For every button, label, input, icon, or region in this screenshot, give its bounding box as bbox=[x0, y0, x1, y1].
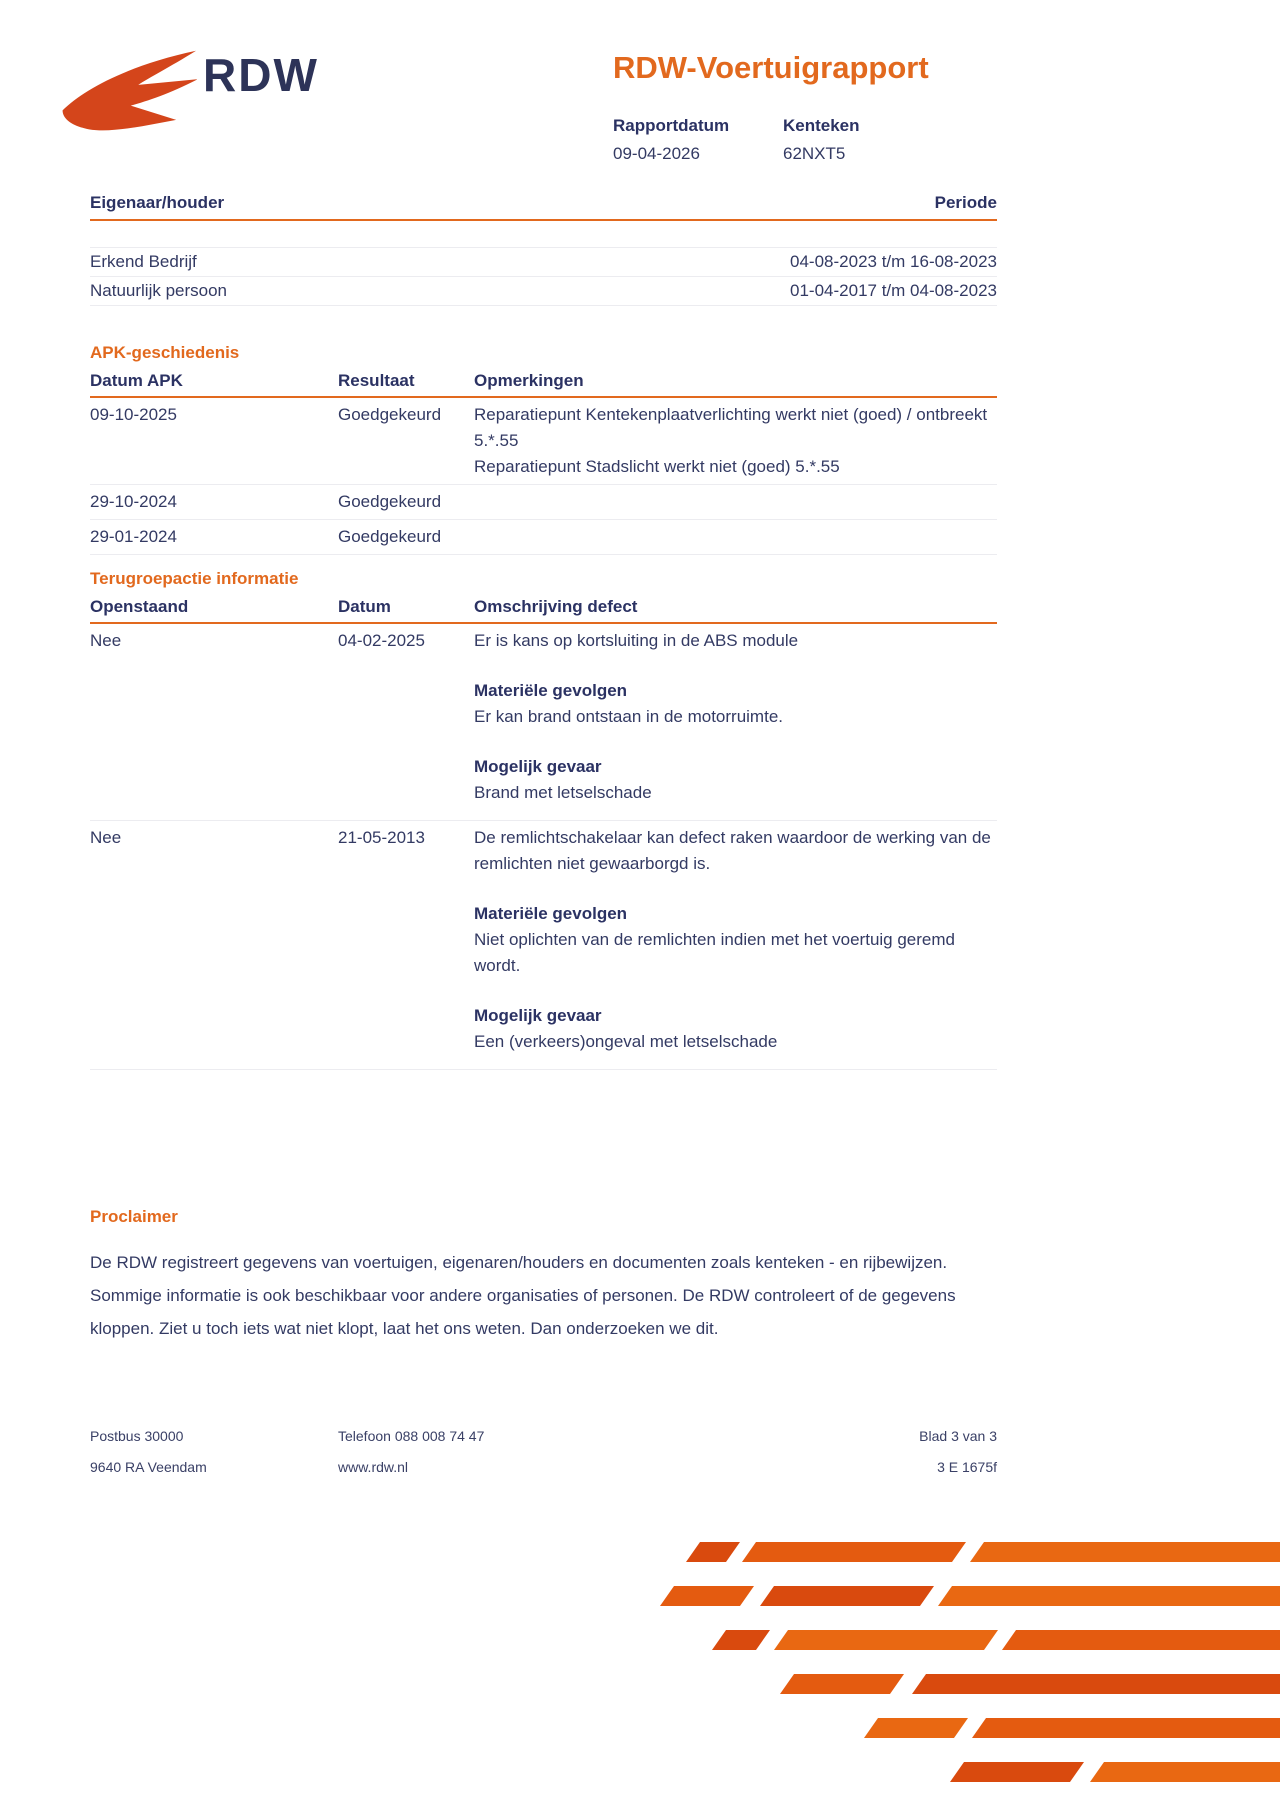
eigenaar-type: Natuurlijk persoon bbox=[90, 281, 228, 300]
eigenaar-periode: 04-08-2023 t/m 16-08-2023 bbox=[790, 252, 997, 271]
rapportdatum-value: 09-04-2026 bbox=[613, 144, 700, 163]
rdw-logo-text: RDW bbox=[203, 49, 319, 101]
rdw-eagle-swoosh-icon bbox=[55, 44, 197, 138]
terugroep-col-openstaand: Openstaand bbox=[90, 597, 189, 616]
terugroep-datum: 21-05-2013 bbox=[338, 828, 425, 847]
terugroep-openstaand: Nee bbox=[90, 631, 122, 650]
footer-page-number: Blad 3 van 3 bbox=[919, 1428, 997, 1444]
terugroep-col-omschrijving: Omschrijving defect bbox=[474, 597, 638, 616]
apk-opmerking: Reparatiepunt Stadslicht werkt niet (goed) 5.*.55 bbox=[474, 457, 840, 476]
bottom-stripes-decoration bbox=[620, 1532, 1280, 1812]
apk-opmerkingen bbox=[474, 402, 997, 480]
eigenaar-table-body bbox=[90, 247, 997, 306]
apk-heading: APK-geschiedenis bbox=[90, 343, 240, 362]
mogelijk-gevaar-label: Mogelijk gevaar bbox=[474, 757, 602, 776]
materiele-gevolgen-label: Materiële gevolgen bbox=[474, 681, 628, 700]
eigenaar-periode: 01-04-2017 t/m 04-08-2023 bbox=[790, 281, 997, 300]
eigenaar-type: Erkend Bedrijf bbox=[90, 252, 197, 271]
apk-resultaat: Goedgekeurd bbox=[338, 527, 442, 546]
eigenaar-row bbox=[90, 247, 997, 276]
proclaimer-section bbox=[90, 1208, 990, 1345]
apk-col-datum: Datum APK bbox=[90, 371, 183, 390]
mogelijk-gevaar-label: Mogelijk gevaar bbox=[474, 1006, 602, 1025]
apk-row bbox=[90, 520, 997, 555]
footer-postbus: Postbus 30000 bbox=[90, 1428, 184, 1444]
apk-opmerkingen bbox=[474, 489, 997, 515]
proclaimer-heading: Proclaimer bbox=[90, 1207, 178, 1226]
apk-datum: 09-10-2025 bbox=[90, 405, 177, 424]
terugroep-row bbox=[90, 821, 997, 1070]
terugroep-heading: Terugroepactie informatie bbox=[90, 569, 299, 588]
kenteken-value: 62NXT5 bbox=[783, 144, 846, 163]
proclaimer-text: De RDW registreert gegevens van voertuigen, eigenaren/houders en documenten zoals kenteken - en rijbewijzen. Sommige informatie is ook beschikbaar voor andere organisaties of personen. De RDW controleert of de gegevens kloppen. Ziet u toch iets wat niet klopt, laat het ons weten. Dan onderzoeken we dit. bbox=[90, 1253, 956, 1338]
apk-row bbox=[90, 485, 997, 520]
eigenaar-section bbox=[90, 194, 997, 306]
terugroep-openstaand: Nee bbox=[90, 828, 122, 847]
apk-row bbox=[90, 398, 997, 485]
rapportdatum-block bbox=[613, 116, 783, 164]
terugroep-section bbox=[90, 570, 997, 1070]
footer-city: 9640 RA Veendam bbox=[90, 1459, 207, 1475]
rdw-logo bbox=[55, 44, 319, 138]
apk-resultaat: Goedgekeurd bbox=[338, 492, 442, 511]
terugroep-omschrijving: De remlichtschakelaar kan defect raken waardoor de werking van de remlichten niet gewaarborgd is. bbox=[474, 828, 991, 873]
mogelijk-gevaar-text: Een (verkeers)ongeval met letselschade bbox=[474, 1032, 778, 1051]
page-title: RDW-Voertuigrapport bbox=[613, 50, 929, 85]
mogelijk-gevaar-text: Brand met letselschade bbox=[474, 783, 652, 802]
terugroep-datum: 04-02-2025 bbox=[338, 631, 425, 650]
kenteken-label: Kenteken bbox=[783, 116, 860, 135]
apk-datum: 29-01-2024 bbox=[90, 527, 177, 546]
apk-header-row bbox=[90, 372, 997, 398]
materiele-gevolgen-text: Niet oplichten van de remlichten indien met het voertuig geremd wordt. bbox=[474, 930, 955, 975]
apk-opmerking: Reparatiepunt Kentekenplaatverlichting werkt niet (goed) / ontbreekt 5.*.55 bbox=[474, 405, 988, 450]
materiele-gevolgen-label: Materiële gevolgen bbox=[474, 904, 628, 923]
eigenaar-header-row bbox=[90, 194, 997, 221]
terugroep-detail bbox=[474, 825, 997, 1065]
apk-resultaat: Goedgekeurd bbox=[338, 405, 442, 424]
apk-datum: 29-10-2024 bbox=[90, 492, 177, 511]
periode-heading: Periode bbox=[934, 193, 997, 212]
eigenaar-row bbox=[90, 276, 997, 305]
report-meta bbox=[613, 116, 953, 164]
footer-phone: Telefoon 088 008 74 47 bbox=[338, 1428, 485, 1444]
terugroep-header-row bbox=[90, 598, 997, 624]
materiele-gevolgen-text: Er kan brand ontstaan in de motorruimte. bbox=[474, 707, 783, 726]
footer-form-code: 3 E 1675f bbox=[937, 1459, 997, 1475]
terugroep-row bbox=[90, 624, 997, 821]
apk-col-opmerkingen: Opmerkingen bbox=[474, 371, 584, 390]
page-footer bbox=[90, 1428, 997, 1475]
footer-website-link[interactable]: www.rdw.nl bbox=[338, 1459, 409, 1475]
rapportdatum-label: Rapportdatum bbox=[613, 116, 730, 135]
terugroep-col-datum: Datum bbox=[338, 597, 391, 616]
kenteken-block bbox=[783, 116, 953, 164]
terugroep-omschrijving: Er is kans op kortsluiting in de ABS module bbox=[474, 631, 799, 650]
terugroep-detail bbox=[474, 628, 997, 816]
apk-opmerkingen bbox=[474, 524, 997, 550]
apk-section bbox=[90, 344, 997, 555]
eigenaar-heading: Eigenaar/houder bbox=[90, 193, 225, 212]
apk-col-resultaat: Resultaat bbox=[338, 371, 415, 390]
stripes-pattern-icon bbox=[620, 1532, 1280, 1812]
